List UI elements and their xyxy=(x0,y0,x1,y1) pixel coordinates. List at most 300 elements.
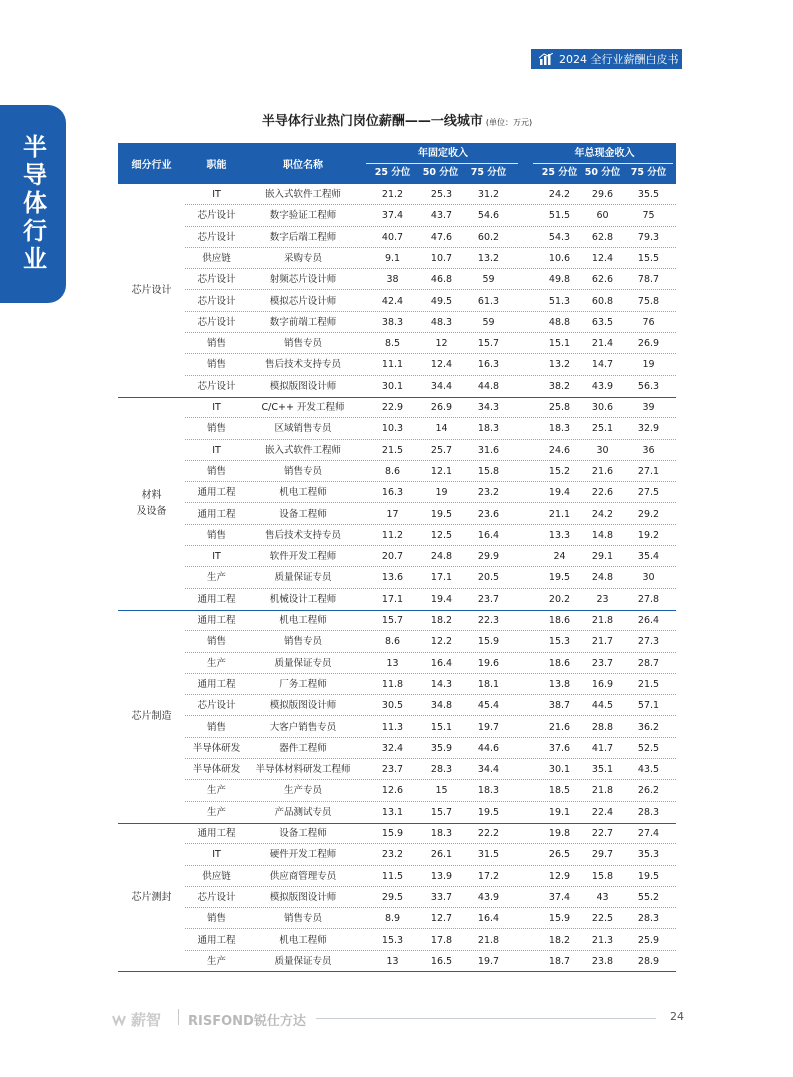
cell-total-p50: 35.1 xyxy=(591,764,614,776)
cell-position: 模拟版图设计师 xyxy=(269,380,337,392)
cell-function: IT xyxy=(212,444,221,456)
cell-total-p50: 21.8 xyxy=(591,785,614,797)
cell-fixed-p75: 19.6 xyxy=(477,657,500,669)
cell-total-p25: 21.1 xyxy=(548,508,571,520)
cell-fixed-p50: 43.7 xyxy=(430,210,453,222)
cell-total-p75: 21.5 xyxy=(637,678,660,690)
cell-total-p25: 19.1 xyxy=(548,806,571,818)
cell-total-p25: 30.1 xyxy=(548,764,571,776)
cell-fixed-p25: 17 xyxy=(386,508,399,520)
cell-fixed-p50: 18.3 xyxy=(430,828,453,839)
segment-label xyxy=(118,397,185,610)
cell-total-p25: 24.6 xyxy=(548,444,571,456)
cell-total-p25: 12.9 xyxy=(548,870,571,882)
cell-total-p75: 35.4 xyxy=(637,551,660,563)
cell-function: IT xyxy=(212,189,221,200)
col-header-total-p25: 25 分位 xyxy=(541,167,578,178)
cell-fixed-p25: 10.3 xyxy=(381,423,404,435)
table-header xyxy=(118,143,676,184)
cell-total-p25: 15.9 xyxy=(548,913,571,925)
cell-position: 机电工程师 xyxy=(279,487,327,499)
cell-total-p75: 79.3 xyxy=(637,231,660,243)
cell-total-p50: 62.6 xyxy=(591,274,614,286)
cell-total-p75: 28.3 xyxy=(637,913,660,925)
table-bottom-rule xyxy=(118,971,676,972)
cell-total-p25: 19.4 xyxy=(548,487,571,499)
table-row xyxy=(118,312,676,333)
cell-total-p75: 28.3 xyxy=(637,806,660,818)
footer-logo-divider xyxy=(178,1009,179,1025)
cell-total-p75: 39 xyxy=(642,402,655,413)
cell-total-p75: 27.8 xyxy=(637,593,660,605)
cell-position: 大客户销售专员 xyxy=(269,721,337,733)
cell-function: 通用工程 xyxy=(197,678,236,690)
cell-total-p50: 63.5 xyxy=(591,316,614,328)
cell-fixed-p50: 25.3 xyxy=(430,189,453,200)
cell-fixed-p50: 12.1 xyxy=(430,465,453,477)
cell-total-p50: 22.4 xyxy=(591,806,614,818)
cell-fixed-p75: 60.2 xyxy=(477,231,500,243)
cell-function: 生产 xyxy=(206,955,226,967)
cell-function: 芯片设计 xyxy=(197,700,236,712)
cell-fixed-p50: 19 xyxy=(435,487,448,499)
table-row xyxy=(118,269,676,290)
cell-fixed-p25: 11.5 xyxy=(381,870,404,882)
cell-function: 销售 xyxy=(206,359,226,371)
cell-fixed-p50: 33.7 xyxy=(430,891,453,903)
cell-fixed-p50: 35.9 xyxy=(430,742,453,754)
cell-position: 销售专员 xyxy=(283,913,322,925)
cell-fixed-p50: 34.4 xyxy=(430,380,453,392)
table-row xyxy=(118,440,676,461)
cell-total-p25: 19.8 xyxy=(548,828,571,839)
cell-total-p50: 24.8 xyxy=(591,572,614,584)
cell-total-p25: 38.7 xyxy=(548,700,571,712)
cell-total-p25: 54.3 xyxy=(548,231,571,243)
cell-position: 质量保证专员 xyxy=(274,955,332,967)
cell-fixed-p25: 11.1 xyxy=(381,359,404,371)
cell-position: 质量保证专员 xyxy=(274,657,332,669)
cell-total-p25: 18.6 xyxy=(548,657,571,669)
cell-fixed-p75: 18.1 xyxy=(477,678,500,690)
footer-rule xyxy=(316,1018,656,1019)
cell-position: 质量保证专员 xyxy=(274,572,332,584)
cell-total-p75: 52.5 xyxy=(637,742,660,754)
cell-total-p25: 18.6 xyxy=(548,615,571,626)
table-row xyxy=(118,844,676,865)
cell-total-p25: 13.8 xyxy=(548,678,571,690)
cell-total-p50: 62.8 xyxy=(591,231,614,243)
cell-fixed-p75: 43.9 xyxy=(477,891,500,903)
cell-fixed-p25: 8.6 xyxy=(384,636,401,648)
cell-total-p75: 25.9 xyxy=(637,934,660,946)
cell-total-p50: 24.2 xyxy=(591,508,614,520)
cell-total-p75: 55.2 xyxy=(637,891,660,903)
cell-total-p75: 26.2 xyxy=(637,785,660,797)
cell-total-p25: 24.2 xyxy=(548,189,571,200)
cell-fixed-p50: 16.5 xyxy=(430,955,453,967)
cell-position: 机电工程师 xyxy=(279,615,327,626)
table-row xyxy=(118,291,676,312)
cell-total-p75: 57.1 xyxy=(637,700,660,712)
cell-total-p25: 15.2 xyxy=(548,465,571,477)
cell-fixed-p50: 12.2 xyxy=(430,636,453,648)
segment-label xyxy=(118,823,185,972)
cell-position: 产品测试专员 xyxy=(274,806,332,818)
table-row xyxy=(118,951,676,972)
cell-position: 机电工程师 xyxy=(279,934,327,946)
cell-total-p50: 21.4 xyxy=(591,338,614,350)
cell-fixed-p25: 15.7 xyxy=(381,615,404,626)
header-rule-fixed xyxy=(366,163,518,164)
table-title xyxy=(118,110,676,129)
cell-fixed-p25: 11.2 xyxy=(381,529,404,541)
cell-position: C/C++ 开发工程师 xyxy=(261,402,345,413)
cell-fixed-p25: 13 xyxy=(386,657,399,669)
cell-total-p25: 24 xyxy=(553,551,566,563)
side-section-label: 半导体行业 xyxy=(18,134,47,274)
cell-position: 售后技术支持专员 xyxy=(264,359,341,371)
table-row xyxy=(118,866,676,887)
cell-fixed-p75: 61.3 xyxy=(477,295,500,307)
cell-fixed-p75: 19.7 xyxy=(477,721,500,733)
cell-total-p25: 13.2 xyxy=(548,359,571,371)
cell-total-p25: 13.3 xyxy=(548,529,571,541)
cell-fixed-p50: 12 xyxy=(435,338,448,350)
cell-fixed-p75: 29.9 xyxy=(477,551,500,563)
cell-total-p50: 23.7 xyxy=(591,657,614,669)
cell-total-p25: 49.8 xyxy=(548,274,571,286)
cell-function: 芯片设计 xyxy=(197,210,236,222)
col-header-fixed-p50: 50 分位 xyxy=(422,167,459,178)
cell-fixed-p75: 15.8 xyxy=(477,465,500,477)
cell-total-p25: 51.3 xyxy=(548,295,571,307)
table-row xyxy=(118,397,676,418)
cell-total-p50: 22.5 xyxy=(591,913,614,925)
cell-fixed-p75: 31.6 xyxy=(477,444,500,456)
cell-fixed-p25: 38.3 xyxy=(381,316,404,328)
table-title-text: 半导体行业热门岗位薪酬——一线城市 xyxy=(261,114,483,129)
cell-fixed-p75: 34.4 xyxy=(477,764,500,776)
cell-total-p50: 22.6 xyxy=(591,487,614,499)
cell-fixed-p75: 44.6 xyxy=(477,742,500,754)
group-divider xyxy=(118,610,676,611)
cell-fixed-p75: 16.3 xyxy=(477,359,500,371)
col-header-function: 职能 xyxy=(206,160,227,171)
cell-fixed-p25: 23.7 xyxy=(381,764,404,776)
cell-fixed-p50: 16.4 xyxy=(430,657,453,669)
xinzhi-logo-mark-icon xyxy=(112,1013,128,1027)
cell-total-p75: 29.2 xyxy=(637,508,660,520)
cell-fixed-p25: 13.1 xyxy=(381,806,404,818)
table-row xyxy=(118,780,676,801)
cell-total-p25: 18.2 xyxy=(548,934,571,946)
cell-position: 销售专员 xyxy=(283,465,322,477)
table-row xyxy=(118,717,676,738)
cell-position: 设备工程师 xyxy=(279,828,327,839)
cell-function: 通用工程 xyxy=(197,934,236,946)
cell-function: IT xyxy=(212,849,221,861)
xinzhi-logo-text: 薪智 xyxy=(131,1011,162,1029)
cell-function: 供应链 xyxy=(202,252,231,264)
cell-function: 芯片设计 xyxy=(197,295,236,307)
cell-fixed-p75: 34.3 xyxy=(477,402,500,413)
table-row xyxy=(118,695,676,716)
cell-fixed-p75: 16.4 xyxy=(477,529,500,541)
cell-fixed-p50: 48.3 xyxy=(430,316,453,328)
table-row xyxy=(118,504,676,525)
cell-position: 售后技术支持专员 xyxy=(264,529,341,541)
cell-total-p25: 10.6 xyxy=(548,252,571,264)
cell-fixed-p25: 8.5 xyxy=(384,338,401,350)
cell-fixed-p75: 23.2 xyxy=(477,487,500,499)
cell-function: 生产 xyxy=(206,572,226,584)
cell-total-p75: 76 xyxy=(642,316,655,328)
cell-function: 销售 xyxy=(206,721,226,733)
cell-total-p50: 29.1 xyxy=(591,551,614,563)
cell-fixed-p25: 37.4 xyxy=(381,210,404,222)
table-row xyxy=(118,418,676,439)
cell-fixed-p75: 16.4 xyxy=(477,913,500,925)
cell-fixed-p50: 15.7 xyxy=(430,806,453,818)
cell-fixed-p25: 16.3 xyxy=(381,487,404,499)
cell-position: 销售专员 xyxy=(283,338,322,350)
cell-fixed-p75: 59 xyxy=(482,274,495,286)
table-row xyxy=(118,525,676,546)
cell-total-p25: 18.5 xyxy=(548,785,571,797)
cell-position: 射频芯片设计师 xyxy=(269,274,337,286)
cell-total-p50: 14.8 xyxy=(591,529,614,541)
cell-position: 硬件开发工程师 xyxy=(269,849,337,861)
segment-label-text: 芯片设计 xyxy=(131,284,172,296)
cell-position: 设备工程师 xyxy=(279,508,327,520)
table-row xyxy=(118,227,676,248)
cell-function: 芯片设计 xyxy=(197,380,236,392)
cell-position: 模拟版图设计师 xyxy=(269,891,337,903)
cell-position: 数字前端工程师 xyxy=(269,316,337,328)
cell-function: 销售 xyxy=(206,423,226,435)
side-section-tab xyxy=(0,105,66,303)
col-group-fixed-income: 年固定收入 xyxy=(418,148,468,159)
cell-fixed-p75: 45.4 xyxy=(477,700,500,712)
cell-total-p75: 28.9 xyxy=(637,955,660,967)
col-header-segment: 细分行业 xyxy=(131,160,172,171)
cell-function: 通用工程 xyxy=(197,487,236,499)
table-row xyxy=(118,930,676,951)
cell-position: 器件工程师 xyxy=(279,742,327,754)
cell-fixed-p75: 22.3 xyxy=(477,615,500,626)
table-row xyxy=(118,653,676,674)
cell-fixed-p50: 17.8 xyxy=(430,934,453,946)
cell-fixed-p75: 13.2 xyxy=(477,252,500,264)
cell-function: 芯片设计 xyxy=(197,274,236,286)
cell-total-p75: 26.9 xyxy=(637,338,660,350)
cell-fixed-p25: 29.5 xyxy=(381,891,404,903)
cell-function: 通用工程 xyxy=(197,593,236,605)
cell-fixed-p25: 32.4 xyxy=(381,742,404,754)
cell-fixed-p75: 15.7 xyxy=(477,338,500,350)
cell-fixed-p50: 47.6 xyxy=(430,231,453,243)
cell-function: 销售 xyxy=(206,465,226,477)
report-chart-icon xyxy=(539,53,553,65)
cell-total-p75: 75.8 xyxy=(637,295,660,307)
table-unit-note: (单位：万元) xyxy=(485,118,533,127)
cell-fixed-p25: 30.5 xyxy=(381,700,404,712)
table-row xyxy=(118,333,676,354)
cell-fixed-p25: 9.1 xyxy=(384,252,401,264)
cell-total-p50: 43.9 xyxy=(591,380,614,392)
cell-total-p50: 21.6 xyxy=(591,465,614,477)
cell-position: 数字后端工程师 xyxy=(269,231,337,243)
cell-total-p50: 28.8 xyxy=(591,721,614,733)
cell-fixed-p50: 25.7 xyxy=(430,444,453,456)
cell-function: 销售 xyxy=(206,529,226,541)
cell-total-p75: 35.5 xyxy=(637,189,660,200)
cell-position: 嵌入式软件工程师 xyxy=(264,444,341,456)
cell-fixed-p50: 46.8 xyxy=(430,274,453,286)
table-row xyxy=(118,589,676,610)
cell-fixed-p50: 18.2 xyxy=(430,615,453,626)
cell-fixed-p25: 12.6 xyxy=(381,785,404,797)
header-rule-total xyxy=(533,163,673,164)
cell-total-p75: 19.5 xyxy=(637,870,660,882)
cell-position: 生产专员 xyxy=(283,785,322,797)
cell-fixed-p25: 42.4 xyxy=(381,295,404,307)
cell-position: 销售专员 xyxy=(283,636,322,648)
cell-total-p50: 29.7 xyxy=(591,849,614,861)
cell-fixed-p25: 15.3 xyxy=(381,934,404,946)
col-header-total-p50: 50 分位 xyxy=(584,167,621,178)
cell-fixed-p50: 19.4 xyxy=(430,593,453,605)
cell-total-p25: 20.2 xyxy=(548,593,571,605)
table-row xyxy=(118,823,676,844)
cell-position: 嵌入式软件工程师 xyxy=(264,189,341,200)
table-row xyxy=(118,184,676,205)
cell-total-p25: 15.3 xyxy=(548,636,571,648)
table-row xyxy=(118,908,676,929)
cell-fixed-p50: 19.5 xyxy=(430,508,453,520)
cell-fixed-p25: 21.2 xyxy=(381,189,404,200)
cell-total-p75: 36 xyxy=(642,444,655,456)
table-row xyxy=(118,802,676,823)
cell-fixed-p75: 23.6 xyxy=(477,508,500,520)
cell-fixed-p25: 20.7 xyxy=(381,551,404,563)
cell-fixed-p50: 28.3 xyxy=(430,764,453,776)
cell-function: 生产 xyxy=(206,657,226,669)
cell-fixed-p75: 31.2 xyxy=(477,189,500,200)
cell-fixed-p75: 22.2 xyxy=(477,828,500,839)
header-badge-text: 2024 全行业薪酬白皮书 xyxy=(559,53,679,66)
cell-total-p25: 19.5 xyxy=(548,572,571,584)
cell-total-p75: 32.9 xyxy=(637,423,660,435)
cell-fixed-p50: 13.9 xyxy=(430,870,453,882)
cell-total-p25: 48.8 xyxy=(548,316,571,328)
table-row xyxy=(118,610,676,631)
cell-function: 通用工程 xyxy=(197,615,236,626)
cell-total-p25: 18.3 xyxy=(548,423,571,435)
cell-fixed-p75: 31.5 xyxy=(477,849,500,861)
cell-fixed-p50: 34.8 xyxy=(430,700,453,712)
cell-total-p75: 43.5 xyxy=(637,764,660,776)
table-row xyxy=(118,674,676,695)
cell-fixed-p50: 10.7 xyxy=(430,252,453,264)
cell-total-p50: 12.4 xyxy=(591,252,614,264)
cell-fixed-p25: 15.9 xyxy=(381,828,404,839)
cell-total-p75: 56.3 xyxy=(637,380,660,392)
cell-function: 半导体研发 xyxy=(192,764,241,776)
cell-fixed-p25: 38 xyxy=(386,274,399,286)
cell-fixed-p50: 12.4 xyxy=(430,359,453,371)
cell-total-p75: 27.1 xyxy=(637,465,660,477)
cell-position: 模拟芯片设计师 xyxy=(269,295,337,307)
cell-total-p75: 19.2 xyxy=(637,529,660,541)
cell-total-p50: 25.1 xyxy=(591,423,614,435)
table-row xyxy=(118,482,676,503)
cell-total-p25: 37.4 xyxy=(548,891,571,903)
cell-fixed-p25: 17.1 xyxy=(381,593,404,605)
cell-total-p50: 21.7 xyxy=(591,636,614,648)
cell-total-p50: 15.8 xyxy=(591,870,614,882)
cell-function: 芯片设计 xyxy=(197,891,236,903)
cell-fixed-p25: 23.2 xyxy=(381,849,404,861)
cell-total-p50: 16.9 xyxy=(591,678,614,690)
cell-position: 厂务工程师 xyxy=(279,678,327,690)
cell-position: 模拟版图设计师 xyxy=(269,700,337,712)
cell-function: 销售 xyxy=(206,913,226,925)
xinzhi-logo xyxy=(112,1009,161,1030)
table-row xyxy=(118,887,676,908)
cell-total-p50: 21.8 xyxy=(591,615,614,626)
cell-fixed-p75: 21.8 xyxy=(477,934,500,946)
cell-fixed-p25: 8.6 xyxy=(384,465,401,477)
group-divider xyxy=(118,823,676,824)
risfond-logo: RISFOND锐仕方达 xyxy=(188,1014,306,1029)
cell-function: 半导体研发 xyxy=(192,742,241,754)
cell-position: 区域销售专员 xyxy=(274,423,332,435)
cell-total-p25: 18.7 xyxy=(548,955,571,967)
cell-total-p25: 25.8 xyxy=(548,402,571,413)
cell-function: 通用工程 xyxy=(197,508,236,520)
cell-total-p50: 29.6 xyxy=(591,189,614,200)
cell-function: 供应链 xyxy=(202,870,231,882)
cell-fixed-p25: 22.9 xyxy=(381,402,404,413)
cell-fixed-p50: 49.5 xyxy=(430,295,453,307)
cell-total-p50: 23.8 xyxy=(591,955,614,967)
cell-fixed-p50: 15.1 xyxy=(430,721,453,733)
cell-total-p75: 27.3 xyxy=(637,636,660,648)
cell-position: 采购专员 xyxy=(283,252,322,264)
cell-total-p75: 28.7 xyxy=(637,657,660,669)
cell-function: IT xyxy=(212,402,221,413)
segment-label-text: 芯片测封 xyxy=(131,891,172,903)
cell-fixed-p75: 44.8 xyxy=(477,380,500,392)
cell-fixed-p75: 19.5 xyxy=(477,806,500,818)
cell-total-p50: 44.5 xyxy=(591,700,614,712)
table-row xyxy=(118,567,676,588)
segment-label xyxy=(118,610,185,823)
cell-total-p75: 15.5 xyxy=(637,252,660,264)
page-number: 24 xyxy=(670,1010,684,1023)
cell-fixed-p25: 11.8 xyxy=(381,678,404,690)
cell-fixed-p50: 12.7 xyxy=(430,913,453,925)
cell-total-p50: 30 xyxy=(596,444,609,456)
cell-fixed-p50: 12.5 xyxy=(430,529,453,541)
cell-function: 芯片设计 xyxy=(197,316,236,328)
table-row xyxy=(118,738,676,759)
table-row xyxy=(118,205,676,226)
table-row xyxy=(118,248,676,269)
page-footer xyxy=(112,1008,684,1028)
